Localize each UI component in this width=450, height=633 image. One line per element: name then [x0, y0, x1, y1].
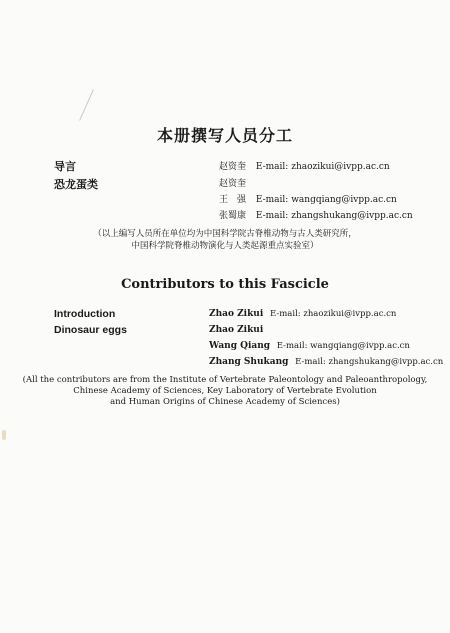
cn-role-dinosaur-eggs: 恐龙蛋类 [54, 178, 98, 191]
en-contributor-line [209, 357, 443, 367]
cn-contributor-name: 赵资奎 [219, 162, 247, 172]
cn-contributor-line [219, 208, 413, 221]
en-contributor-email: E-mail: wangqiang@ivpp.ac.cn [276, 341, 410, 351]
en-note-line: and Human Origins of Chinese Academy of Sciences) [110, 397, 340, 407]
cn-contributor-name: 赵资奎 [219, 179, 247, 189]
cn-note-line: （以上编写人员所在单位均为中国科学院古脊椎动物与古人类研究所， [93, 229, 357, 239]
chinese-title: 本册撰写人员分工 [156, 126, 293, 145]
cn-contributor-line [219, 176, 253, 189]
cn-contributor-email: E-mail: wangqiang@ivpp.ac.cn [255, 195, 397, 205]
en-contributor-name: Wang Qiang [209, 341, 271, 351]
en-contributor-line [209, 341, 410, 351]
paper-edge-mark [2, 430, 6, 440]
pencil-mark [79, 89, 94, 120]
english-title: Contributors to this Fascicle [121, 277, 329, 292]
en-contributor-email: E-mail: zhaozikui@ivpp.ac.cn [269, 309, 397, 319]
en-contributor-line [209, 325, 267, 335]
cn-contributor-name: 张蜀康 [219, 211, 247, 221]
cn-contributor-email: E-mail: zhaozikui@ivpp.ac.cn [255, 162, 390, 172]
en-contributor-name: Zhao Zikui [209, 325, 264, 335]
en-contributor-line [209, 309, 396, 319]
cn-role-introduction: 导言 [54, 160, 76, 173]
en-contributor-name: Zhao Zikui [209, 309, 264, 319]
cn-contributor-line [219, 159, 390, 172]
en-affiliation-note [0, 375, 450, 408]
en-note-line: Chinese Academy of Sciences, Key Laboratory of Vertebrate Evolution [73, 386, 377, 396]
en-note-line: (All the contributors are from the Institute of Vertebrate Paleontology and Paleoanthropology, [22, 375, 428, 385]
en-role-dinosaur-eggs: Dinosaur eggs [54, 324, 127, 336]
cn-affiliation-note [0, 228, 450, 252]
en-role-introduction: Introduction [54, 308, 116, 320]
en-contributor-name: Zhang Shukang [209, 357, 289, 367]
cn-note-line: 中国科学院脊椎动物演化与人类起源重点实验室） [131, 241, 319, 251]
cn-contributor-email: E-mail: zhangshukang@ivpp.ac.cn [255, 211, 413, 221]
en-contributor-email: E-mail: zhangshukang@ivpp.ac.cn [295, 357, 444, 367]
cn-contributor-name: 王 强 [219, 195, 247, 205]
cn-contributor-line [219, 192, 397, 205]
